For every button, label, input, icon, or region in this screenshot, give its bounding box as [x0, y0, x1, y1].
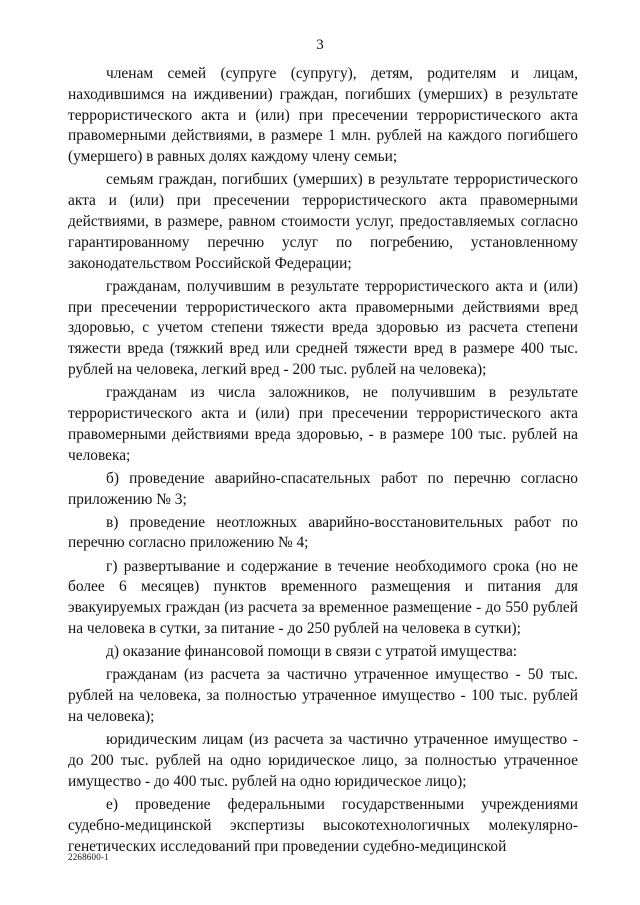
page-number: 3 — [316, 37, 324, 53]
paragraph-legal-entities-property-loss: юридическим лицам (из расчета за частично утраченное имущество - до 200 тыс. рублей на одно юридическое лицо, за полностью утраченное имущество - до 400 тыс. рублей на одно юридическое лицо); — [68, 731, 578, 790]
document-body — [68, 64, 578, 857]
paragraph-burial-payment: семьям граждан, погибших (умерших) в результате террористического акта и (или) при пресечении террористического акта правомерными действиями, в размере, равном стоимости услуг, предоставляемых согласно гарантированному перечню услуг по погребению, установленному законодательством Российской Федерации; — [68, 171, 578, 272]
paragraph-item-v: в) проведение неотложных аварийно-восстановительных работ по перечню согласно приложению № 4; — [68, 513, 578, 552]
paragraph-family-members-payment: членам семей (супруге (супругу), детям, родителям и лицам, находившимся на иждивении) граждан, погибших (умерших) в результате террористического акта и (или) при пресечении террористического акта правомерными действиями, в размере 1 млн. рублей на каждого погибшего (умершего) в равных долях каждому члену семьи; — [68, 65, 578, 166]
paragraph-hostages-payment: гражданам из числа заложников, не получившим в результате террористического акта и (или) при пресечении террористического акта правомерными действиями вреда здоровью, - в размере 100 тыс. рублей на человека; — [68, 384, 578, 464]
document-code: 2268600-1 — [68, 852, 109, 862]
paragraph-item-e: е) проведение федеральными государственными учреждениями судебно-медицинской экспертизы высокотехнологичных молекулярно-генетических исследований при проведении судебно-медицинской — [68, 796, 578, 855]
paragraph-item-d: д) оказание финансовой помощи в связи с утратой имущества: — [106, 643, 518, 661]
paragraph-item-b: б) проведение аварийно-спасательных работ по перечню согласно приложению № 3; — [68, 469, 578, 508]
paragraph-citizens-property-loss: гражданам (из расчета за частично утраченное имущество - 50 тыс. рублей на человека, за полностью утраченное имущество - 100 тыс. рублей на человека); — [68, 666, 578, 726]
paragraph-health-harm-payment: гражданам, получившим в результате террористического акта и (или) при пресечении террористического акта правомерными действиями вред здоровью, с учетом степени тяжести вреда здоровью из расчета степени тяжести вреда (тяжкий вред или средней тяжести вред в размере 400 тыс. рублей на человека, легкий вред - 200 тыс. рублей на человека); — [68, 277, 578, 378]
paragraph-item-g: г) развертывание и содержание в течение необходимого срока (но не более 6 месяцев) пунктов временного размещения и питания для эвакуируемых граждан (из расчета за временное размещение - до 550 рублей на человека в сутки, за питание - до 250 рублей на человека в сутки); — [68, 557, 578, 638]
